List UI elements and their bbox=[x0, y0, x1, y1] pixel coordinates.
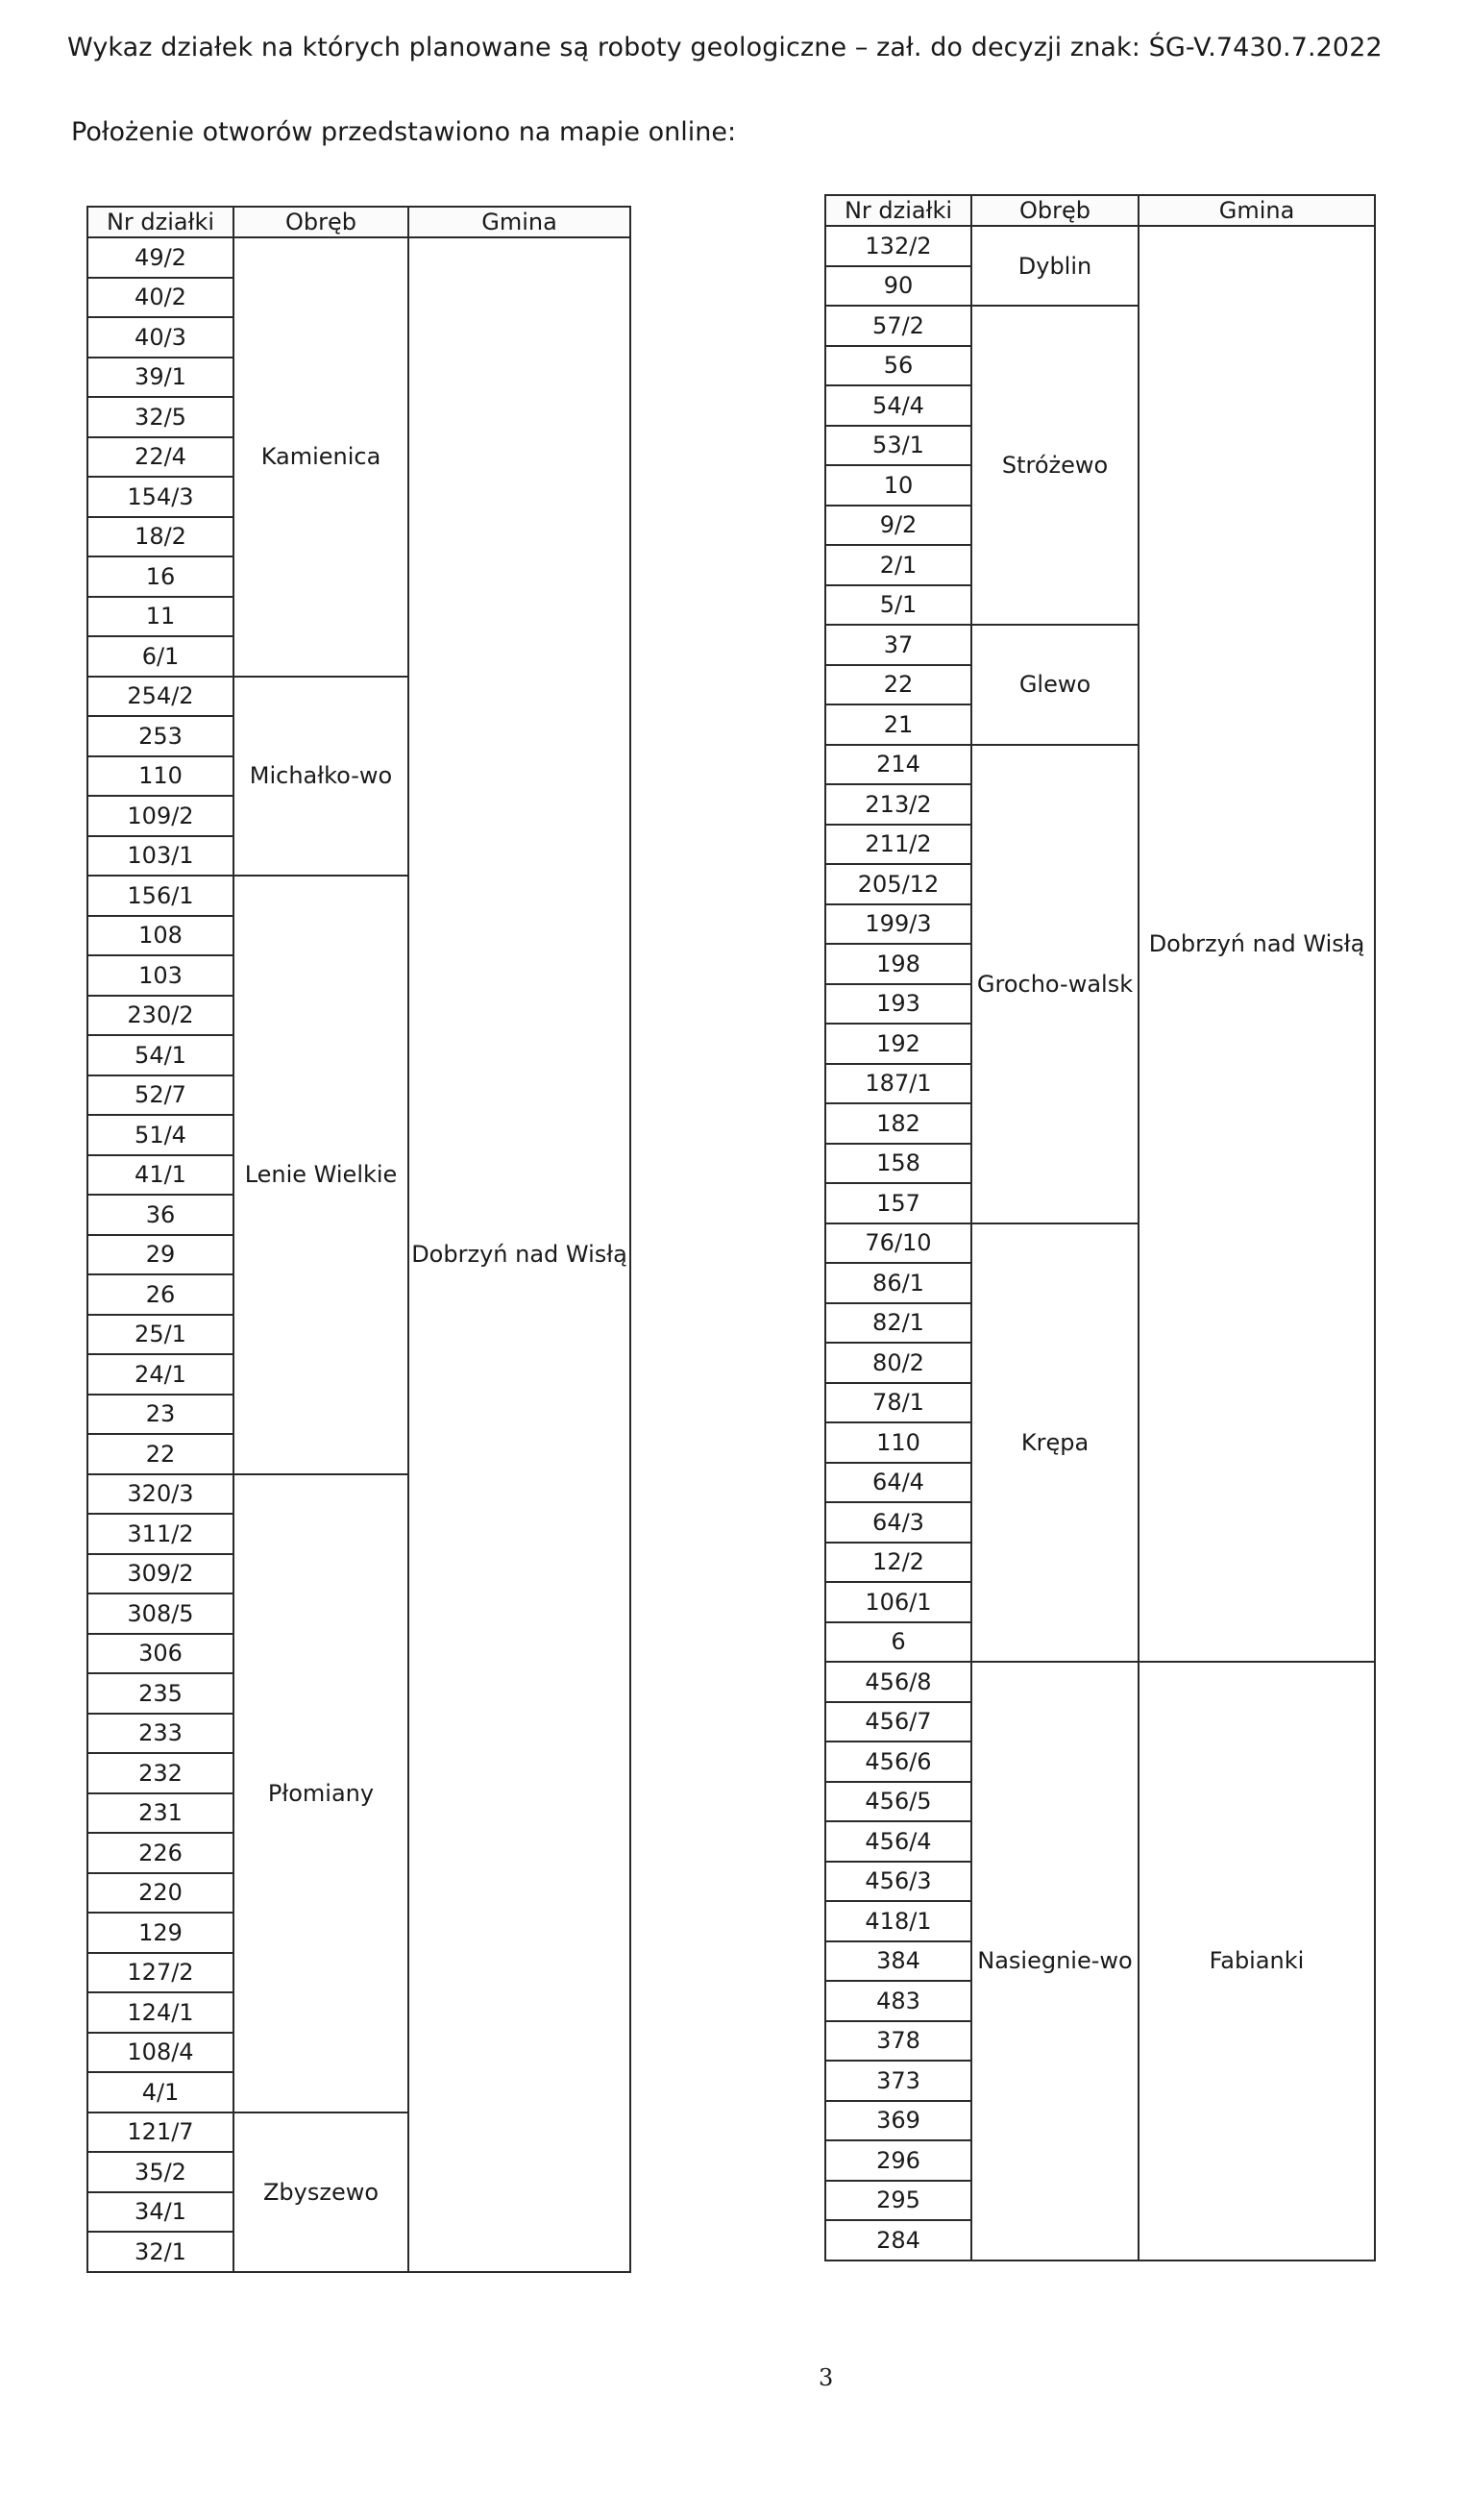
parcel-number-cell: 157 bbox=[825, 1183, 971, 1223]
parcel-number-cell: 103 bbox=[87, 955, 233, 996]
parcel-number-cell: 231 bbox=[87, 1793, 233, 1834]
header-nr: Nr działki bbox=[825, 195, 971, 226]
parcel-number-cell: 306 bbox=[87, 1634, 233, 1674]
parcel-number-cell: 11 bbox=[87, 597, 233, 637]
parcel-number-cell: 296 bbox=[825, 2140, 971, 2181]
parcel-number-cell: 456/3 bbox=[825, 1862, 971, 1902]
parcel-number-cell: 121/7 bbox=[87, 2112, 233, 2153]
page-number: 3 bbox=[819, 2364, 834, 2391]
parcel-number-cell: 129 bbox=[87, 1913, 233, 1953]
table-header-row bbox=[87, 207, 630, 237]
parcel-number-cell: 51/4 bbox=[87, 1115, 233, 1155]
parcel-number-cell: 456/4 bbox=[825, 1821, 971, 1862]
parcel-number-cell: 384 bbox=[825, 1941, 971, 1982]
parcel-number-cell: 253 bbox=[87, 716, 233, 756]
parcel-table-left bbox=[86, 206, 631, 2273]
parcel-number-cell: 211/2 bbox=[825, 825, 971, 865]
parcel-number-cell: 108 bbox=[87, 916, 233, 956]
parcel-number-cell: 9/2 bbox=[825, 506, 971, 546]
header-obreb: Obręb bbox=[233, 207, 408, 237]
parcel-number-cell: 22 bbox=[825, 665, 971, 705]
parcel-number-cell: 5/1 bbox=[825, 585, 971, 626]
parcel-number-cell: 54/1 bbox=[87, 1035, 233, 1075]
parcel-number-cell: 32/1 bbox=[87, 2232, 233, 2272]
obreb-cell: Płomiany bbox=[233, 1474, 408, 2112]
parcel-number-cell: 199/3 bbox=[825, 904, 971, 945]
table-row bbox=[87, 237, 630, 278]
parcel-number-cell: 64/3 bbox=[825, 1502, 971, 1543]
header-obreb: Obręb bbox=[971, 195, 1139, 226]
parcel-number-cell: 187/1 bbox=[825, 1064, 971, 1104]
parcel-number-cell: 320/3 bbox=[87, 1474, 233, 1515]
parcel-number-cell: 6 bbox=[825, 1622, 971, 1663]
parcel-number-cell: 6/1 bbox=[87, 636, 233, 677]
header-gmina: Gmina bbox=[1139, 195, 1375, 226]
parcel-number-cell: 456/5 bbox=[825, 1782, 971, 1822]
document-subheading: Położenie otworów przedstawiono na mapie online: bbox=[71, 117, 737, 147]
parcel-number-cell: 192 bbox=[825, 1024, 971, 1064]
parcel-number-cell: 226 bbox=[87, 1833, 233, 1873]
parcel-number-cell: 205/12 bbox=[825, 864, 971, 904]
parcel-number-cell: 10 bbox=[825, 465, 971, 506]
header-gmina: Gmina bbox=[408, 207, 630, 237]
parcel-number-cell: 78/1 bbox=[825, 1383, 971, 1423]
obreb-cell: Grocho-walsk bbox=[971, 745, 1139, 1223]
parcel-number-cell: 110 bbox=[825, 1422, 971, 1463]
parcel-number-cell: 29 bbox=[87, 1235, 233, 1275]
obreb-cell: Zbyszewo bbox=[233, 2112, 408, 2272]
parcel-number-cell: 32/5 bbox=[87, 397, 233, 437]
parcel-number-cell: 49/2 bbox=[87, 237, 233, 278]
parcel-number-cell: 132/2 bbox=[825, 226, 971, 266]
parcel-number-cell: 214 bbox=[825, 745, 971, 785]
parcel-number-cell: 182 bbox=[825, 1103, 971, 1144]
parcel-number-cell: 90 bbox=[825, 266, 971, 307]
parcel-number-cell: 53/1 bbox=[825, 426, 971, 466]
parcel-number-cell: 456/8 bbox=[825, 1662, 971, 1702]
parcel-number-cell: 418/1 bbox=[825, 1901, 971, 1941]
gmina-cell: Dobrzyń nad Wisłą bbox=[1139, 226, 1375, 1662]
redacted-link bbox=[797, 100, 1220, 156]
parcel-number-cell: 4/1 bbox=[87, 2072, 233, 2112]
parcel-number-cell: 103/1 bbox=[87, 836, 233, 877]
parcel-number-cell: 109/2 bbox=[87, 796, 233, 836]
header-nr: Nr działki bbox=[87, 207, 233, 237]
parcel-number-cell: 369 bbox=[825, 2101, 971, 2141]
parcel-number-cell: 110 bbox=[87, 756, 233, 797]
parcel-number-cell: 373 bbox=[825, 2061, 971, 2101]
parcel-number-cell: 22 bbox=[87, 1434, 233, 1474]
parcel-number-cell: 35/2 bbox=[87, 2152, 233, 2192]
parcel-number-cell: 36 bbox=[87, 1195, 233, 1235]
parcel-number-cell: 156/1 bbox=[87, 876, 233, 916]
parcel-number-cell: 41/1 bbox=[87, 1155, 233, 1196]
gmina-cell: Dobrzyń nad Wisłą bbox=[408, 237, 630, 2272]
obreb-cell: Kamienica bbox=[233, 237, 408, 677]
parcel-number-cell: 106/1 bbox=[825, 1582, 971, 1622]
parcel-number-cell: 108/4 bbox=[87, 2033, 233, 2073]
parcel-number-cell: 25/1 bbox=[87, 1315, 233, 1355]
obreb-cell: Dyblin bbox=[971, 226, 1139, 306]
obreb-cell: Stróżewo bbox=[971, 306, 1139, 625]
parcel-number-cell: 40/3 bbox=[87, 317, 233, 358]
parcel-number-cell: 483 bbox=[825, 1981, 971, 2021]
parcel-number-cell: 127/2 bbox=[87, 1953, 233, 1993]
parcel-number-cell: 26 bbox=[87, 1274, 233, 1315]
parcel-number-cell: 158 bbox=[825, 1144, 971, 1184]
parcel-number-cell: 39/1 bbox=[87, 358, 233, 398]
parcel-number-cell: 193 bbox=[825, 984, 971, 1025]
parcel-number-cell: 198 bbox=[825, 944, 971, 984]
parcel-number-cell: 23 bbox=[87, 1395, 233, 1435]
table-header-row bbox=[825, 195, 1375, 226]
parcel-number-cell: 56 bbox=[825, 346, 971, 386]
parcel-number-cell: 309/2 bbox=[87, 1554, 233, 1594]
parcel-number-cell: 82/1 bbox=[825, 1303, 971, 1344]
parcel-number-cell: 86/1 bbox=[825, 1263, 971, 1303]
parcel-number-cell: 456/7 bbox=[825, 1702, 971, 1742]
parcel-number-cell: 295 bbox=[825, 2181, 971, 2221]
parcel-number-cell: 456/6 bbox=[825, 1742, 971, 1782]
obreb-cell: Glewo bbox=[971, 625, 1139, 745]
parcel-number-cell: 21 bbox=[825, 704, 971, 745]
parcel-number-cell: 54/4 bbox=[825, 385, 971, 426]
parcel-number-cell: 378 bbox=[825, 2021, 971, 2062]
parcel-number-cell: 232 bbox=[87, 1753, 233, 1793]
obreb-cell: Michałko-wo bbox=[233, 677, 408, 877]
table-row bbox=[825, 1662, 1375, 1702]
parcel-number-cell: 12/2 bbox=[825, 1543, 971, 1583]
parcel-number-cell: 52/7 bbox=[87, 1075, 233, 1116]
parcel-number-cell: 80/2 bbox=[825, 1343, 971, 1383]
parcel-number-cell: 37 bbox=[825, 625, 971, 665]
parcel-number-cell: 40/2 bbox=[87, 278, 233, 318]
table-row bbox=[825, 226, 1375, 266]
document-heading: Wykaz działek na których planowane są roboty geologiczne – zał. do decyzji znak: ŚG-V.7430.7.2022 bbox=[67, 33, 1383, 62]
parcel-number-cell: 64/4 bbox=[825, 1463, 971, 1503]
parcel-number-cell: 18/2 bbox=[87, 517, 233, 557]
parcel-number-cell: 2/1 bbox=[825, 545, 971, 585]
parcel-number-cell: 124/1 bbox=[87, 1992, 233, 2033]
parcel-number-cell: 57/2 bbox=[825, 306, 971, 346]
parcel-number-cell: 24/1 bbox=[87, 1354, 233, 1395]
parcel-number-cell: 76/10 bbox=[825, 1223, 971, 1264]
parcel-number-cell: 308/5 bbox=[87, 1594, 233, 1634]
parcel-number-cell: 154/3 bbox=[87, 477, 233, 517]
parcel-number-cell: 22/4 bbox=[87, 437, 233, 478]
parcel-number-cell: 233 bbox=[87, 1714, 233, 1754]
parcel-number-cell: 311/2 bbox=[87, 1514, 233, 1554]
obreb-cell: Nasiegnie-wo bbox=[971, 1662, 1139, 2261]
parcel-number-cell: 16 bbox=[87, 556, 233, 597]
obreb-cell: Lenie Wielkie bbox=[233, 876, 408, 1474]
parcel-number-cell: 34/1 bbox=[87, 2192, 233, 2233]
parcel-number-cell: 254/2 bbox=[87, 677, 233, 717]
parcel-number-cell: 284 bbox=[825, 2220, 971, 2261]
parcel-table-right bbox=[824, 194, 1376, 2261]
obreb-cell: Krępa bbox=[971, 1223, 1139, 1663]
gmina-cell: Fabianki bbox=[1139, 1662, 1375, 2261]
parcel-number-cell: 235 bbox=[87, 1673, 233, 1714]
parcel-number-cell: 230/2 bbox=[87, 996, 233, 1036]
parcel-number-cell: 213/2 bbox=[825, 784, 971, 825]
parcel-number-cell: 220 bbox=[87, 1873, 233, 1914]
